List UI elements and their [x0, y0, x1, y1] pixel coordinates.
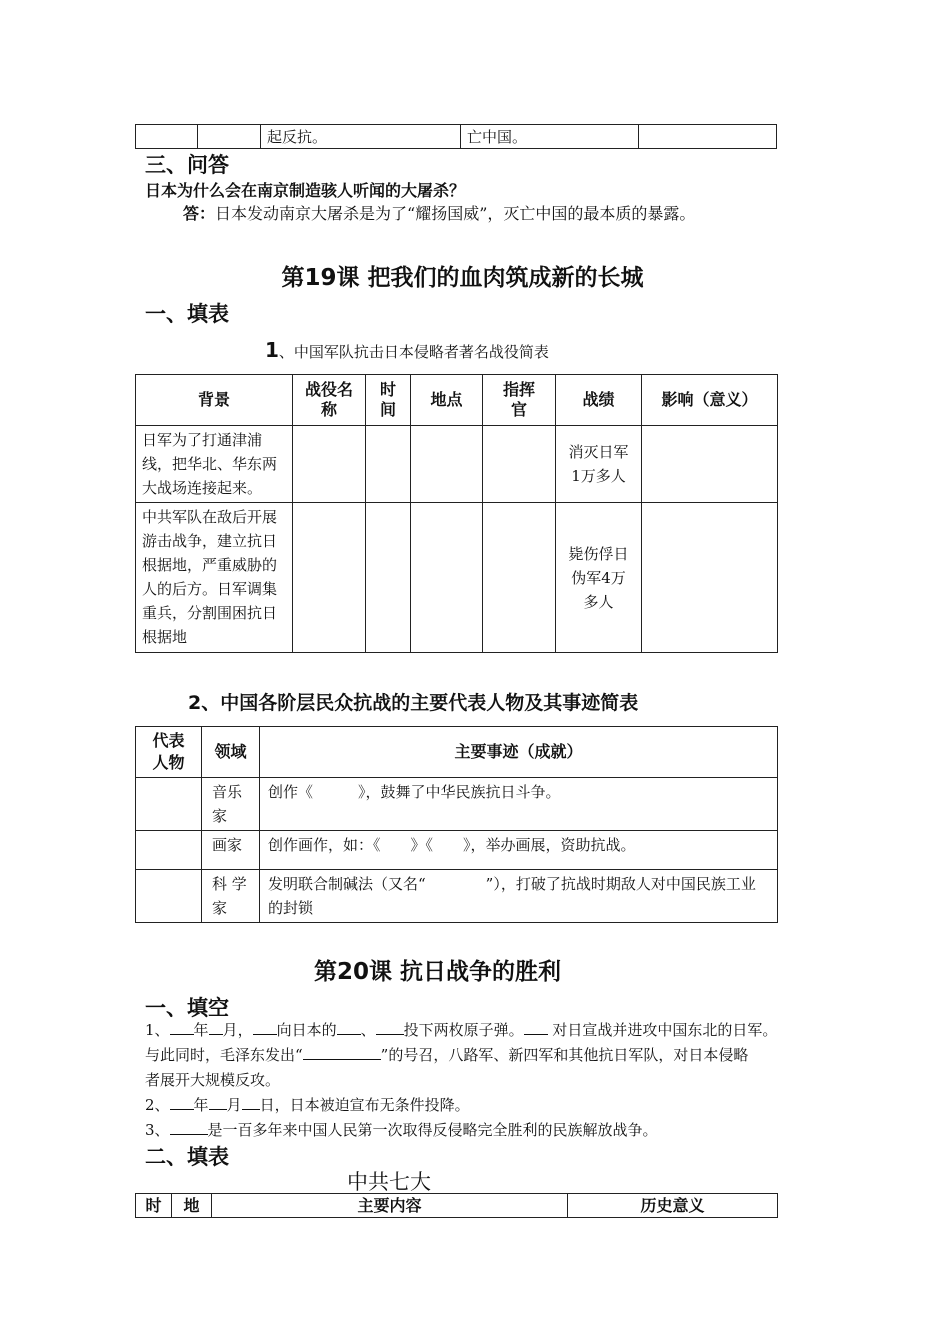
lesson19-title — [0, 259, 925, 292]
column-header: 战役名称 — [293, 375, 366, 426]
answer-label: 答： — [183, 204, 216, 223]
q-text: 月 — [226, 1096, 242, 1114]
column-header: 时 — [136, 1194, 172, 1218]
result-cell: 毙伤俘日伪军4万多人 — [556, 503, 642, 653]
title-rest: 课 把我们的血肉筑成新的长城 — [336, 265, 644, 291]
lesson19-section1: 一、填表 — [145, 302, 229, 326]
table1-caption — [265, 338, 549, 362]
column-header: 领域 — [202, 727, 260, 778]
deed-cell: 创作画作，如：《 》《 》，举办画展，资助抗战。 — [260, 831, 778, 870]
column-header: 时间 — [366, 375, 411, 426]
q-text: 年 — [193, 1096, 209, 1114]
title-prefix: 第 — [281, 265, 305, 291]
blank — [209, 1093, 227, 1110]
top-table — [135, 124, 777, 149]
table-row — [136, 125, 777, 149]
background-cell: 日军为了打通津浦线，把华北、华东两大战场连接起来。 — [136, 426, 293, 503]
column-header: 地点 — [411, 375, 483, 426]
q-number: 2、 — [145, 1096, 170, 1114]
blank — [242, 1093, 260, 1110]
deed-cell: 发明联合制碱法（又名“ ”），打破了抗战时期敌人对中国民族工业的封锁 — [260, 870, 778, 923]
blank — [170, 1093, 194, 1110]
lesson20-title — [0, 953, 875, 986]
blank — [170, 1118, 208, 1135]
battle-table — [135, 374, 778, 653]
blank — [209, 1018, 223, 1035]
deed-cell: 创作《 》，鼓舞了中华民族抗日斗争。 — [260, 778, 778, 831]
table-header-row — [136, 375, 778, 426]
table-cell — [483, 426, 556, 503]
table-cell — [642, 503, 778, 653]
table-row — [136, 870, 778, 923]
title-rest: 课 抗日战争的胜利 — [369, 959, 562, 985]
table-header-row — [136, 1194, 778, 1218]
column-header: 历史意义 — [568, 1194, 778, 1218]
column-header: 背景 — [136, 375, 293, 426]
field-cell: 科 学 家 — [202, 870, 260, 923]
fill-q1-line3: 者展开大规模反攻。 — [145, 1071, 281, 1089]
table-cell — [483, 503, 556, 653]
figures-table — [135, 726, 778, 923]
table3-caption: 中共七大 — [347, 1170, 431, 1194]
table-row — [136, 831, 778, 870]
q-text: 是一百多年来中国人民第一次取得反侵略完全胜利的民族解放战争。 — [207, 1121, 658, 1139]
q-text: 日，日本被迫宣布无条件投降。 — [259, 1096, 470, 1114]
table-cell — [293, 503, 366, 653]
q-text: ”的号召，八路军、新四军和其他抗日军队，对日本侵略 — [380, 1046, 749, 1064]
answer-text: 日本发动南京大屠杀是为了“耀扬国威”，灭亡中国的最本质的暴露。 — [215, 204, 696, 223]
table-cell — [136, 778, 202, 831]
table-row — [136, 503, 778, 653]
table2-caption — [188, 688, 638, 715]
title-num: 19 — [304, 265, 337, 291]
lesson20-section2: 二、填表 — [145, 1145, 229, 1169]
qa-answer — [183, 201, 695, 226]
fill-q1-line2 — [145, 1043, 748, 1068]
qa-question: 日本为什么会在南京制造骇人听闻的大屠杀？ — [145, 181, 466, 200]
blank — [170, 1018, 194, 1035]
result-cell: 消灭日军1万多人 — [556, 426, 642, 503]
q-text: 向日本的 — [276, 1021, 337, 1039]
table-cell — [366, 426, 411, 503]
table-cell: 亡中国。 — [461, 125, 639, 149]
table-cell — [411, 426, 483, 503]
qa-heading: 三、问答 — [145, 153, 229, 177]
table-cell — [642, 426, 778, 503]
title-prefix: 第 — [313, 959, 337, 985]
table-cell — [639, 125, 777, 149]
q-number: 3、 — [145, 1121, 170, 1139]
q-text: 月， — [222, 1021, 253, 1039]
column-header: 主要事迹（成就） — [260, 727, 778, 778]
q-text: 对日宣战并进攻中国东北的日军。 — [547, 1021, 778, 1039]
caption-num: 2 — [188, 692, 202, 714]
q-text: 年 — [193, 1021, 209, 1039]
table-cell — [136, 870, 202, 923]
caption-num: 1 — [265, 338, 279, 362]
table-cell — [293, 426, 366, 503]
table-cell — [411, 503, 483, 653]
caption-text: 、中国各阶层民众抗战的主要代表人物及其事迹简表 — [201, 692, 639, 714]
congress-table — [135, 1193, 778, 1218]
q-text: 与此同时，毛泽东发出“ — [145, 1046, 303, 1064]
table-header-row — [136, 727, 778, 778]
field-cell: 音乐家 — [202, 778, 260, 831]
table-cell — [198, 125, 261, 149]
blank — [337, 1018, 361, 1035]
blank — [376, 1018, 404, 1035]
table-row — [136, 778, 778, 831]
blank — [524, 1018, 548, 1035]
column-header: 地 — [172, 1194, 212, 1218]
blank — [303, 1043, 381, 1060]
table-cell: 起反抗。 — [261, 125, 461, 149]
table-cell — [136, 125, 198, 149]
column-header: 主要内容 — [212, 1194, 568, 1218]
fill-q3 — [145, 1118, 658, 1143]
column-header: 影响（意义） — [642, 375, 778, 426]
column-header: 指挥官 — [483, 375, 556, 426]
title-num: 20 — [336, 959, 369, 985]
q-text: 投下两枚原子弹。 — [403, 1021, 524, 1039]
field-cell: 画家 — [202, 831, 260, 870]
table-row — [136, 426, 778, 503]
background-cell: 中共军队在敌后开展游击战争，建立抗日根据地，严重威胁的人的后方。日军调集重兵，分割围困抗日根据地 — [136, 503, 293, 653]
caption-text: 、中国军队抗击日本侵略者著名战役简表 — [278, 343, 549, 361]
lesson20-section1: 一、填空 — [145, 996, 229, 1020]
table-cell — [366, 503, 411, 653]
table-cell — [136, 831, 202, 870]
column-header: 战绩 — [556, 375, 642, 426]
fill-q2 — [145, 1093, 470, 1118]
q-number: 1、 — [145, 1021, 170, 1039]
q-text: 、 — [360, 1021, 376, 1039]
column-header: 代表人物 — [136, 727, 202, 778]
fill-q1-line1 — [145, 1018, 777, 1043]
blank — [253, 1018, 277, 1035]
